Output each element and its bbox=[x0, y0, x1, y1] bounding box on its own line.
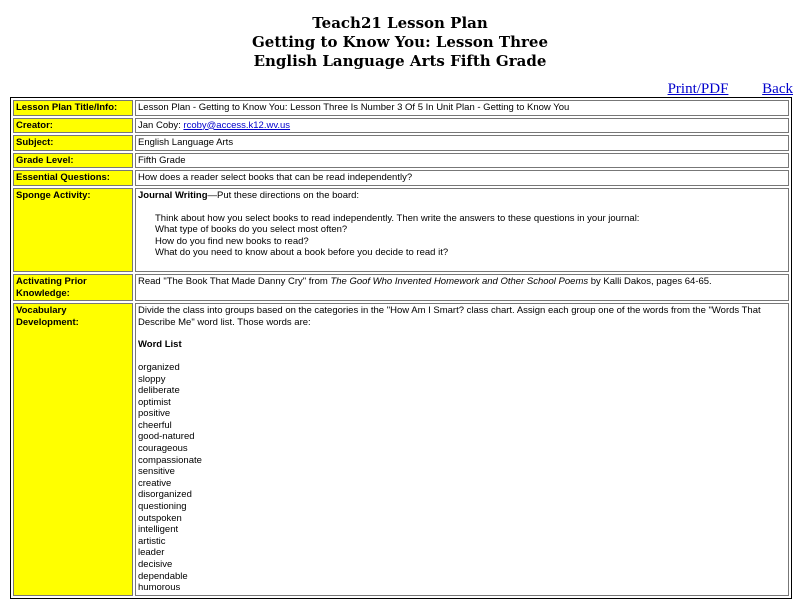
vocab-intro: Divide the class into groups based on the categories in the "How Am I Smart? class chart. Assign each group one of the words from the "Words That Describe Me" word list. Those words are: bbox=[138, 305, 761, 328]
word-item: disorganized bbox=[138, 489, 192, 501]
row-activating bbox=[13, 274, 789, 301]
word-item: leader bbox=[138, 547, 165, 559]
print-pdf-link[interactable]: Print/PDF bbox=[667, 81, 729, 97]
row-vocab bbox=[13, 303, 789, 596]
creator-email-link[interactable]: rcoby@access.k12.wv.us bbox=[183, 119, 291, 131]
sponge-line: How do you find new books to read? bbox=[155, 235, 309, 247]
row-sponge bbox=[13, 188, 789, 272]
activating-prefix: Read "The Book That Made Danny Cry" from bbox=[138, 275, 331, 287]
sponge-heading: Journal Writing bbox=[138, 189, 208, 201]
word-item: decisive bbox=[138, 559, 173, 570]
page-header bbox=[0, 0, 800, 71]
word-item: cheerful bbox=[138, 419, 172, 431]
top-links bbox=[638, 81, 793, 98]
word-item: courageous bbox=[138, 443, 188, 455]
sponge-line: What type of books do you select most often? bbox=[155, 224, 348, 236]
word-item: dependable bbox=[138, 570, 188, 582]
value-subject: English Language Arts bbox=[135, 135, 789, 151]
label-sponge: Sponge Activity: bbox=[13, 188, 133, 272]
row-essential bbox=[13, 170, 789, 186]
value-sponge bbox=[135, 188, 789, 272]
sponge-line: Think about how you select books to read independently. Then write the answers to these questions in your journal: bbox=[155, 212, 640, 224]
word-item: artistic bbox=[138, 535, 166, 547]
sponge-intro bbox=[138, 190, 786, 202]
row-grade bbox=[13, 153, 789, 169]
header-line-1: Teach21 Lesson Plan bbox=[312, 14, 488, 32]
row-subject bbox=[13, 135, 789, 151]
value-grade: Fifth Grade bbox=[135, 153, 789, 169]
word-item: sensitive bbox=[138, 466, 175, 478]
word-item: creative bbox=[138, 477, 172, 489]
row-title bbox=[13, 100, 789, 116]
row-creator bbox=[13, 118, 789, 134]
label-subject: Subject: bbox=[13, 135, 133, 151]
value-vocab bbox=[135, 303, 789, 596]
label-grade: Grade Level: bbox=[13, 153, 133, 169]
label-vocab: Vocabulary Development: bbox=[13, 303, 133, 596]
label-title: Lesson Plan Title/Info: bbox=[13, 100, 133, 116]
word-item: good-natured bbox=[138, 431, 195, 443]
word-item: organized bbox=[138, 361, 180, 373]
activating-book-title: The Goof Who Invented Homework and Other School Poems bbox=[330, 275, 589, 287]
word-item: compassionate bbox=[138, 454, 202, 466]
header-line-2: Getting to Know You: Lesson Three bbox=[251, 33, 548, 51]
word-item: intelligent bbox=[138, 524, 179, 536]
value-activating bbox=[135, 274, 789, 301]
word-item: humorous bbox=[138, 582, 181, 594]
word-item: deliberate bbox=[138, 385, 180, 397]
label-activating: Activating Prior Knowledge: bbox=[13, 274, 133, 301]
word-item: optimist bbox=[138, 396, 171, 408]
label-creator: Creator: bbox=[13, 118, 133, 134]
word-item: sloppy bbox=[138, 373, 166, 385]
value-title: Lesson Plan - Getting to Know You: Lesson Three Is Number 3 Of 5 In Unit Plan - Getting to Know You bbox=[135, 100, 789, 116]
header-line-3: English Language Arts Fifth Grade bbox=[253, 52, 547, 70]
word-list-heading: Word List bbox=[138, 339, 182, 351]
sponge-line: What do you need to know about a book before you decide to read it? bbox=[155, 247, 449, 259]
back-link[interactable]: Back bbox=[762, 81, 793, 97]
word-item: questioning bbox=[138, 501, 187, 513]
word-item: outspoken bbox=[138, 512, 182, 524]
value-creator bbox=[135, 118, 789, 134]
label-essential: Essential Questions: bbox=[13, 170, 133, 186]
creator-name: Jan Coby: bbox=[138, 119, 181, 131]
sponge-intro-text: —Put these directions on the board: bbox=[207, 189, 360, 201]
value-essential: How does a reader select books that can be read independently? bbox=[135, 170, 789, 186]
lesson-plan-table bbox=[10, 97, 792, 599]
word-list bbox=[138, 362, 786, 594]
activating-suffix: by Kalli Dakos, pages 64-65. bbox=[588, 275, 712, 287]
word-item: positive bbox=[138, 408, 171, 420]
